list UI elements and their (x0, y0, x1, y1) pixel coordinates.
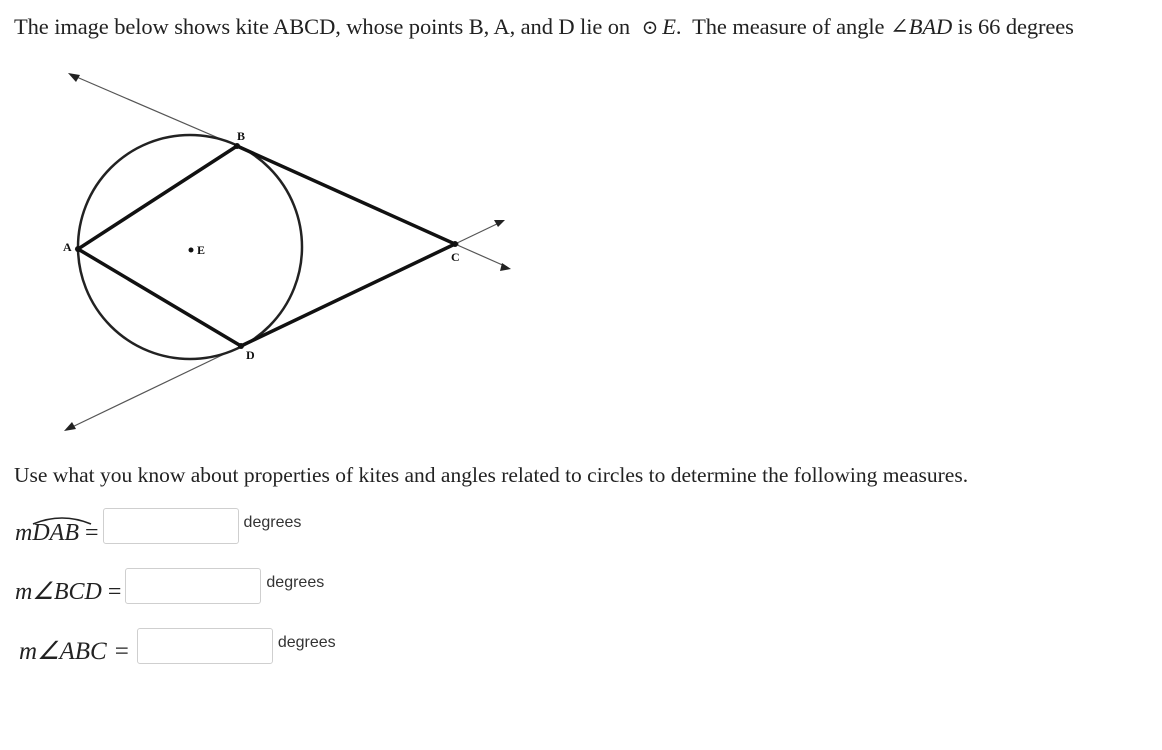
label-d: D (246, 348, 255, 362)
ray-c-up-arrowhead (494, 220, 505, 227)
arc-name: DAB (32, 520, 79, 546)
label-a: A (63, 240, 72, 254)
equals-sign: = (85, 520, 99, 546)
angle-bcd-name: ∠BCD (32, 579, 102, 605)
kite-circle-figure (0, 60, 540, 450)
label-c: C (451, 250, 460, 264)
angle-bcd-expression (15, 577, 121, 606)
arc-overline-icon (30, 514, 94, 526)
question-angle-abc (19, 628, 336, 664)
measure-symbol: m (15, 520, 33, 546)
problem-statement (14, 14, 1074, 40)
kite-abcd (78, 146, 455, 346)
angle-abc-unit: degrees (277, 634, 336, 651)
angle-bcd-unit: degrees (266, 574, 325, 591)
label-b: B (237, 129, 246, 143)
equals-sign: = (114, 638, 129, 665)
intro-text: The image below shows kite ABCD, whose points B, A, and D lie on (14, 14, 631, 39)
point-d (238, 343, 244, 349)
angle-text-suffix: is 66 degrees (957, 14, 1074, 39)
angle-text-prefix: The measure of angle (692, 14, 885, 39)
ray-b-left-arrowhead (68, 73, 80, 82)
question-angle-bcd (15, 568, 324, 604)
question-arc-dab (15, 508, 301, 544)
period: . (675, 14, 682, 39)
angle-bcd-input[interactable] (125, 568, 261, 604)
measure-symbol: m (19, 638, 38, 665)
ray-c-down (455, 244, 507, 267)
point-a (75, 246, 81, 252)
ray-b-left (72, 75, 237, 146)
angle-name: ∠BAD (889, 14, 953, 39)
point-b (234, 143, 240, 149)
ray-d-left (68, 346, 241, 429)
ray-c-up (455, 222, 501, 244)
circle-name: E (662, 14, 676, 39)
point-e (189, 248, 194, 253)
label-e: E (197, 243, 206, 257)
arc-dab-input[interactable] (103, 508, 239, 544)
arc-dab-expression (15, 520, 99, 547)
measure-symbol: m (15, 579, 33, 605)
point-c (452, 241, 458, 247)
arc-label (32, 520, 79, 547)
angle-abc-expression (19, 636, 129, 666)
circle-symbol: ⊙ (641, 17, 659, 39)
equals-sign: = (107, 579, 122, 605)
angle-abc-input[interactable] (137, 628, 273, 664)
arc-dab-unit: degrees (243, 514, 302, 531)
circle-e (78, 135, 302, 359)
ray-d-left-arrowhead (64, 422, 76, 431)
angle-abc-name: ∠ABC (37, 638, 107, 665)
instructions: Use what you know about properties of kites and angles related to circles to determine the following measures. (14, 463, 969, 487)
